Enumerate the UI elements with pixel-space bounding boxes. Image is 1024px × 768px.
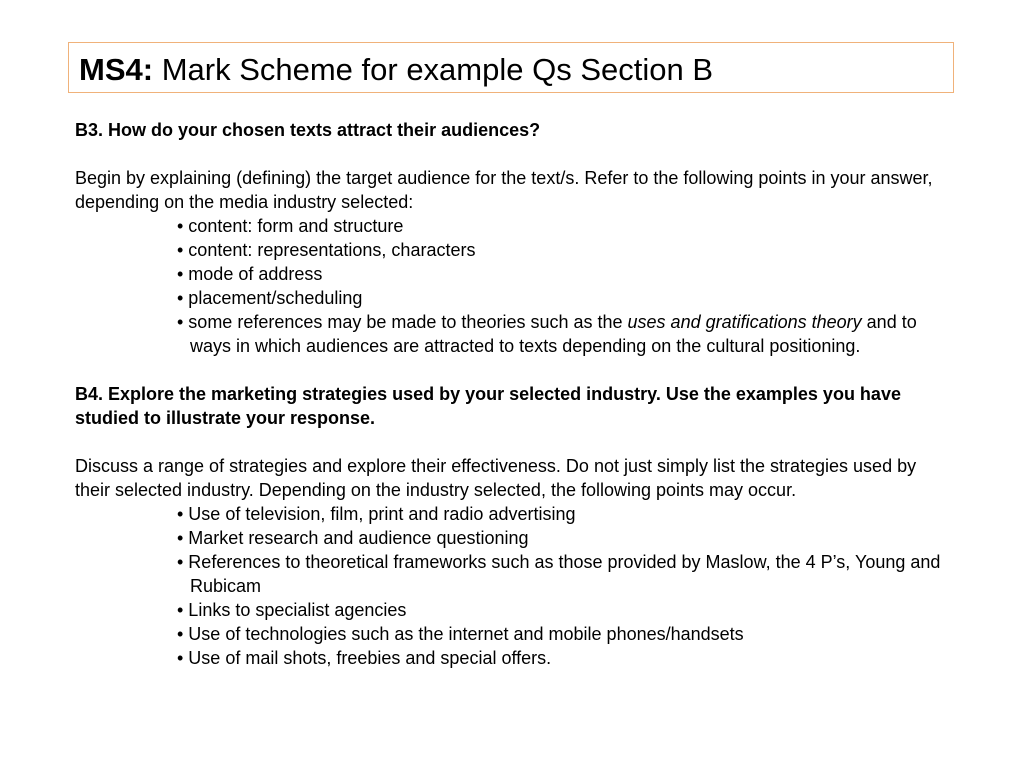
list-item — [177, 310, 955, 358]
theory-name: uses and gratifications theory — [627, 312, 862, 332]
slide-title — [79, 52, 713, 88]
list-item: • Use of technologies such as the internet and mobile phones/handsets — [177, 624, 744, 644]
b3-heading: B3. How do your chosen texts attract their audiences? — [75, 120, 541, 140]
b3-points-list — [75, 214, 955, 358]
theory-lead-text: • some references may be made to theories such as the — [177, 312, 628, 332]
list-item: • placement/scheduling — [177, 288, 363, 308]
b3-intro: Begin by explaining (defining) the target audience for the text/s. Refer to the following points in your answer, depending on the media industry selected: — [75, 168, 933, 212]
title-label: MS4: — [79, 52, 154, 87]
theory-trailing-text: and to ways in which audiences are attracted to texts depending on the cultural positioning. — [190, 312, 917, 356]
b4-intro: Discuss a range of strategies and explore their effectiveness. Do not just simply list the strategies used by their selected industry. Depending on the industry selected, the following points may occur. — [75, 456, 917, 500]
question-b3 — [75, 118, 955, 358]
b4-points-list — [75, 502, 955, 670]
list-item: • Market research and audience questioning — [177, 528, 529, 548]
question-b4 — [75, 382, 955, 670]
title-text: Mark Scheme for example Qs Section B — [153, 52, 714, 87]
list-item: • Links to specialist agencies — [177, 600, 407, 620]
list-item: • Use of television, film, print and radio advertising — [177, 504, 576, 524]
list-item: • References to theoretical frameworks such as those provided by Maslow, the 4 P’s, Young and Rubicam — [177, 552, 941, 596]
list-item: • mode of address — [177, 264, 323, 284]
mark-scheme-content — [75, 118, 955, 670]
title-box — [68, 42, 954, 93]
b4-heading: B4. Explore the marketing strategies used by your selected industry. Use the examples you have studied to illustrate your response. — [75, 384, 901, 428]
list-item: • content: representations, characters — [177, 240, 476, 260]
list-item: • content: form and structure — [177, 216, 404, 236]
list-item: • Use of mail shots, freebies and special offers. — [177, 648, 552, 668]
